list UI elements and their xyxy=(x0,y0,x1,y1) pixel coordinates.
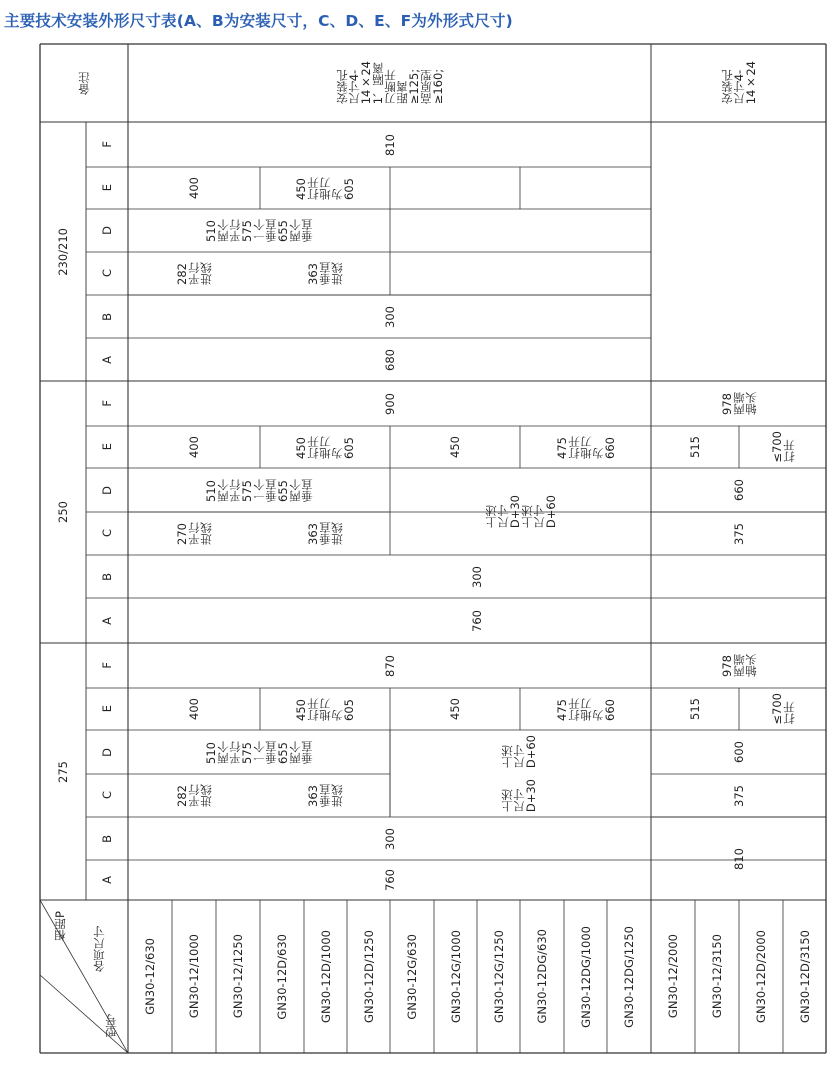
dim-value-f-cell xyxy=(128,381,651,426)
dim-value-d-cell xyxy=(651,730,826,774)
dimension-letter: A xyxy=(100,876,114,884)
dim-value-a-cell xyxy=(128,338,651,381)
dim-value-f: 870 xyxy=(382,654,397,677)
dim-value-d-cell xyxy=(651,468,826,512)
dim-value-c: 363 垂直 进线 xyxy=(306,784,344,807)
dim-value-e-cell xyxy=(128,688,260,730)
dim-value-e: ≤700 打开 xyxy=(769,431,796,463)
dim-value-c: 375 xyxy=(731,784,746,807)
dim-value-c: 上述 尺寸 D+30 xyxy=(499,778,538,813)
remark-main: 安装孔 尺寸4- 14×24 1、隔离 刀断开 距离 ≥125; 高原型 ≥160; xyxy=(334,61,445,105)
dim-value-e: 400 xyxy=(187,698,201,720)
dim-value-c: 282 平行 进线 xyxy=(175,262,213,285)
dimension-letter-cell xyxy=(86,122,128,167)
dim-value-a-cell xyxy=(651,817,826,900)
dim-value-c: 363 垂直 进线 xyxy=(306,522,344,545)
phase-distance-label-cell xyxy=(40,902,80,950)
dim-value-c-cell xyxy=(260,774,390,817)
dim-value-e-cell xyxy=(260,167,390,209)
pitch-group-label: 275 xyxy=(56,760,70,783)
dim-value-f: 978 两端 轴头 xyxy=(719,392,758,415)
dim-value-e-cell xyxy=(128,426,260,468)
dim-value-d: 510 两个 平行 575 一个 垂直 655 两个 垂直 xyxy=(204,219,314,242)
dim-value-e-cell xyxy=(260,688,390,730)
model-name: GN30-12/1250 xyxy=(231,934,245,1019)
dimension-letter-cell xyxy=(86,730,128,774)
model-name-cell xyxy=(128,900,172,1053)
dimension-letter-cell xyxy=(86,426,128,468)
dimension-letter: C xyxy=(100,269,114,278)
model-name: GN30-12DG/630 xyxy=(535,929,549,1024)
dim-value-e-cell xyxy=(651,426,739,468)
dimension-letter-cell xyxy=(86,252,128,295)
dimension-letter: D xyxy=(100,226,114,235)
remarks-header: 备注 xyxy=(77,71,91,95)
dim-value-d: 660 xyxy=(731,479,746,501)
model-name: GN30-12/2000 xyxy=(666,934,680,1019)
dimension-letter: B xyxy=(100,312,114,321)
dimension-letter-cell xyxy=(86,598,128,643)
model-name: GN30-12G/1250 xyxy=(491,930,506,1023)
dim-value-b: 300 xyxy=(382,827,397,850)
model-name: GN30-12DG/1000 xyxy=(578,925,593,1028)
dim-value-e: 515 xyxy=(688,436,702,458)
dimension-letter-cell xyxy=(86,468,128,512)
dim-value-b-cell xyxy=(128,295,651,338)
dim-value-c-cell xyxy=(128,512,260,555)
dim-value-e: 400 xyxy=(187,177,201,199)
dim-value-e: 475 打开 地刀 为 660 xyxy=(554,435,617,459)
dim-value-d: 上述 尺寸 D+60 xyxy=(499,735,538,769)
dimension-letter: E xyxy=(100,705,114,713)
pitch-group-label-cell xyxy=(40,122,86,381)
dim-value-c: 375 xyxy=(731,522,746,545)
dim-value-c: 363 垂直 进线 xyxy=(306,262,344,285)
dim-value-d-cell xyxy=(128,209,390,252)
model-name: GN30-12D/2000 xyxy=(754,930,768,1023)
model-name-cell xyxy=(783,900,826,1053)
model-name: GN30-12/1000 xyxy=(187,934,201,1019)
dim-value-b-cell xyxy=(128,817,651,860)
dim-value-e: ≤700 打开 xyxy=(769,693,796,725)
pitch-group-label-cell xyxy=(40,643,86,900)
dim-value-d-cell xyxy=(128,730,390,774)
model-name-cell xyxy=(260,900,304,1053)
pitch-group-label: 230/210 xyxy=(56,227,70,276)
dimension-letter: B xyxy=(100,834,114,843)
remark-big: 安装孔 尺寸4- 14×24 xyxy=(719,61,758,105)
dim-value-e-cell xyxy=(739,688,826,730)
dim-value-c-cell xyxy=(651,512,826,555)
dim-value-e-cell xyxy=(390,426,520,468)
dim-value-e: 475 打开 地刀 为 660 xyxy=(554,697,617,721)
dim-value-f: 900 xyxy=(382,392,397,415)
dim-value-c-cell xyxy=(260,512,390,555)
model-name-cell xyxy=(390,900,434,1053)
model-name: GN30-12D/3150 xyxy=(797,930,812,1023)
dim-value-f-cell xyxy=(651,381,826,426)
dim-value-b: 300 xyxy=(470,565,484,588)
dim-value-e-cell xyxy=(520,688,651,730)
dim-value-d-cell xyxy=(477,730,560,774)
dimension-letter-cell xyxy=(86,512,128,555)
dimension-letter: E xyxy=(100,184,114,192)
dimension-letter: B xyxy=(100,572,114,581)
dim-value-e: 450 xyxy=(448,698,462,720)
model-name-cell xyxy=(651,900,695,1053)
dim-value-f-cell xyxy=(128,122,651,167)
dimension-letter: A xyxy=(100,616,114,625)
dimension-letter-cell xyxy=(86,209,128,252)
dim-value-c: 282 平行 进线 xyxy=(175,784,213,807)
model-name-cell xyxy=(564,900,607,1053)
items-label: 各项尺寸 xyxy=(92,925,106,972)
dim-value-f: 810 xyxy=(382,133,397,156)
dim-value-e: 450 打开 地刀 为 605 xyxy=(294,697,356,721)
dim-value-e-cell xyxy=(520,426,651,468)
pitch-group-label: 250 xyxy=(56,501,70,523)
model-name: GN30-12G/630 xyxy=(405,933,419,1020)
dim-value-e: 400 xyxy=(187,436,201,458)
model-name-cell xyxy=(434,900,477,1053)
dim-value-e-cell xyxy=(260,426,390,468)
model-name-cell xyxy=(477,900,520,1053)
dim-value-e: 450 打开 地刀 为 605 xyxy=(294,435,356,459)
dimension-letter: E xyxy=(100,443,114,451)
dim-value-f-cell xyxy=(651,643,826,688)
pitch-group-label-cell xyxy=(40,381,86,643)
dimension-letter-cell xyxy=(86,817,128,860)
dim-value-cd-cell xyxy=(390,468,651,555)
model-name: GN30-12D/1000 xyxy=(318,930,333,1023)
dim-value-e: 515 xyxy=(688,698,702,720)
model-name: GN30-12D/630 xyxy=(275,933,289,1020)
remarks-header-cell xyxy=(40,44,128,122)
dim-value-a: 680 xyxy=(382,348,397,371)
model-name-cell xyxy=(520,900,564,1053)
dim-value-a-cell xyxy=(128,598,826,643)
model-name: GN30-12/630 xyxy=(143,938,157,1015)
dimension-letter: C xyxy=(100,791,114,800)
model-name-cell xyxy=(739,900,783,1053)
model-name: GN30-12G/1000 xyxy=(448,930,463,1023)
remark-main-cell xyxy=(128,44,651,122)
page-title: 主要技术安装外形尺寸表(A、B为安装尺寸，C、D、E、F为外形式尺寸) xyxy=(4,12,513,30)
model-name-cell xyxy=(304,900,347,1053)
model-name-cell xyxy=(347,900,390,1053)
items-label-cell xyxy=(82,915,116,982)
dimension-letter: D xyxy=(100,485,114,495)
dim-value-e-cell xyxy=(651,688,739,730)
dimension-letter: D xyxy=(100,747,114,757)
dimension-letter-cell xyxy=(86,295,128,338)
dimension-letter: C xyxy=(100,529,114,538)
dimension-letter-cell xyxy=(86,167,128,209)
dimension-letter: A xyxy=(100,355,114,364)
dim-value-e: 450 打开 地刀 为 605 xyxy=(294,176,356,200)
dimension-letter-cell xyxy=(86,643,128,688)
dim-value-b-cell xyxy=(128,555,826,598)
model-name-cell xyxy=(216,900,260,1053)
dim-value-d: 510 两个 平行 575 一个 垂直 655 两个 垂直 xyxy=(204,478,314,502)
dim-value-f-cell xyxy=(128,643,651,688)
model-label-cell xyxy=(96,1000,126,1050)
dim-value-f: 978 两端 轴头 xyxy=(719,654,758,677)
dim-value-cd: 上述 尺寸 D+30 上述 尺寸 D+60 xyxy=(483,494,558,529)
model-label: 型号 xyxy=(104,1013,118,1037)
dim-value-e-cell xyxy=(739,426,826,468)
dimension-letter-cell xyxy=(86,381,128,426)
model-name: GN30-12D/1250 xyxy=(361,930,376,1023)
dimension-letter-cell xyxy=(86,338,128,381)
model-name-cell xyxy=(172,900,216,1053)
dim-value-c-cell xyxy=(128,252,260,295)
dim-value-c-cell xyxy=(651,774,826,817)
dim-value-c-cell xyxy=(477,774,560,817)
dim-value-d-cell xyxy=(128,468,390,512)
dimension-letter: F xyxy=(100,400,114,407)
phase-distance-label: 相距P xyxy=(53,911,67,941)
dim-value-c: 270 平行 进线 xyxy=(175,522,213,545)
model-name-cell xyxy=(695,900,739,1053)
dim-value-c-cell xyxy=(128,774,260,817)
dim-value-a-cell xyxy=(128,860,651,900)
dim-value-d: 600 xyxy=(731,741,746,763)
dim-value-e-cell xyxy=(390,688,520,730)
dimension-letter: F xyxy=(100,662,114,669)
dim-value-a: 760 xyxy=(382,869,397,891)
remark-big-cell xyxy=(651,44,826,122)
model-name: GN30-12DG/1250 xyxy=(622,925,636,1028)
dim-value-b: 300 xyxy=(382,305,397,328)
dimension-letter-cell xyxy=(86,555,128,598)
dim-value-a: 760 xyxy=(470,609,484,632)
dim-value-c-cell xyxy=(260,252,390,295)
dim-value-e: 450 xyxy=(448,436,462,458)
dimension-letter-cell xyxy=(86,774,128,817)
dim-value-a: 810 xyxy=(731,847,746,870)
dimension-letter-cell xyxy=(86,860,128,900)
model-name: GN30-12/3150 xyxy=(710,934,724,1019)
dimension-letter: F xyxy=(100,141,114,148)
dimension-letter-cell xyxy=(86,688,128,730)
model-name-cell xyxy=(607,900,651,1053)
dim-value-e-cell xyxy=(128,167,260,209)
dim-value-d: 510 两个 平行 575 一个 垂直 655 两个 垂直 xyxy=(204,740,314,764)
